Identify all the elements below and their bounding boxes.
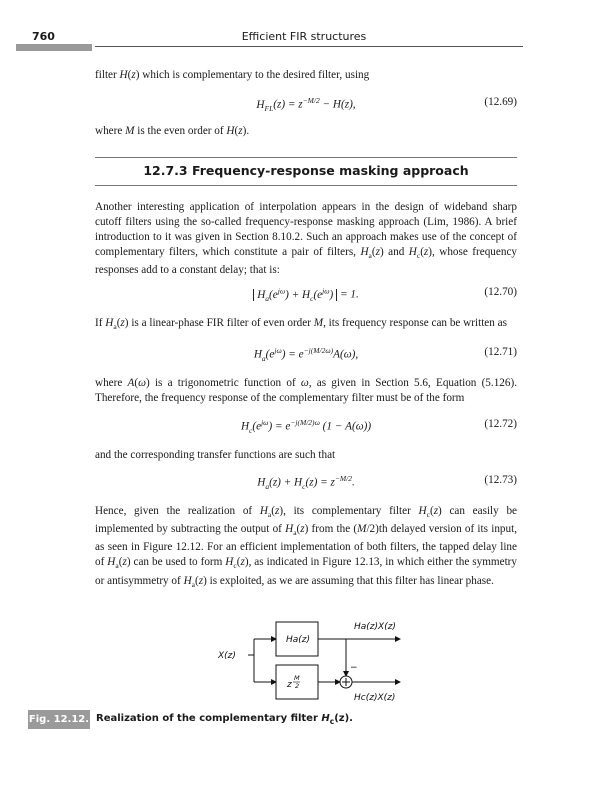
equation-12-69: $H_{FL}(z) = z^{-M/2} - H(z)$, (12.69) bbox=[256, 96, 517, 113]
equation-12-70: $H_a(e^{j\omega}) + H_c(e^{j\omega}) = 1$. (12.70) bbox=[95, 286, 517, 302]
equation-number: (12.73) bbox=[484, 474, 517, 486]
running-title: Efficient FIR structures bbox=[241, 30, 367, 43]
equation-12-71: $H_a(e^{j\omega}) = e^{-j(M/2\omega)}A(\omega)$, (12.71) bbox=[253, 346, 517, 363]
paragraph-4: and the corresponding transfer functions are such that bbox=[95, 449, 336, 461]
equation-12-72: $H_c(e^{j\omega}) = e^{-j(M/2)\omega}$ (1 − A(ω)) (12.72) bbox=[240, 418, 517, 435]
delay-block-exp-num: M bbox=[294, 674, 300, 682]
header-rule bbox=[95, 46, 523, 47]
section-title: 12.7.3 Frequency-response masking approach bbox=[143, 163, 469, 178]
ha-block-label: Ha(z) bbox=[286, 635, 311, 645]
equation-12-73: $H_a(z) + H_c(z) = z^{-M/2}$. (12.73) bbox=[257, 474, 517, 491]
equation-number: (12.70) bbox=[484, 286, 517, 298]
page-number: 760 bbox=[32, 30, 55, 43]
equation-number: (12.71) bbox=[484, 346, 517, 358]
equation-number: (12.72) bbox=[484, 418, 517, 430]
delay-block-exp-den: 2 bbox=[295, 682, 300, 690]
header-bar bbox=[16, 44, 92, 51]
paragraph-5: Hence, given the realization of $H_a(z)$, its complementary filter $H_c(z)$ can easily be implemented by subtracting the output of $H_a(z)$ from the (M/2)th delayed version of its input, as seen in Figure 12.12. For an efficient implementation of both filters, the tapped delay line of $H_a(z)$ can be used to form $H_c(z)$, as indicated in Figure 12.13, in which either the symmetry or antisymmetry of $H_a(z)$ is exploited, as we are assuming that this filter has linear phase. bbox=[95, 505, 518, 589]
section-rule bbox=[95, 157, 517, 158]
complementary-filter-diagram bbox=[200, 612, 420, 707]
equation-number: (12.69) bbox=[484, 96, 517, 108]
paragraph-1: Another interesting application of interpolation appears in the design of wideband sharp cutoff filters using the so-called frequency-response masking approach (Lim, 1986). A brief introduction to it was given in Section 8.10.2. Such an approach makes use of the concept of complementary filters, which constitute a pair of filters, $H_a(z)$ and $H_c(z)$, whose frequency responses add to a constant delay; that is: bbox=[95, 201, 518, 277]
figure-caption: Realization of the complementary filter $H_c(z)$. bbox=[96, 713, 353, 726]
paragraph-2: If $H_a(z)$ is a linear-phase FIR filter of even order M, its frequency response can be written as bbox=[95, 317, 507, 332]
paragraph-3: where A(ω) is a trigonometric function of ω, as given in Section 5.6, Equation (5.126). Therefore, the frequency response of the complementary filter must be of the form bbox=[95, 377, 517, 404]
input-label: X(z) bbox=[218, 651, 236, 661]
delay-block-z: z bbox=[287, 680, 292, 690]
figure-number-badge: Fig. 12.12. bbox=[28, 710, 90, 729]
minus-sign: − bbox=[350, 663, 358, 673]
output-ha-label: Ha(z)X(z) bbox=[354, 622, 396, 632]
where-line: where M is the even order of H(z). bbox=[95, 125, 250, 137]
output-hc-label: Hc(z)X(z) bbox=[354, 693, 396, 703]
section-rule bbox=[95, 185, 517, 186]
intro-line: filter H(z) which is complementary to the desired filter, using bbox=[95, 69, 370, 81]
